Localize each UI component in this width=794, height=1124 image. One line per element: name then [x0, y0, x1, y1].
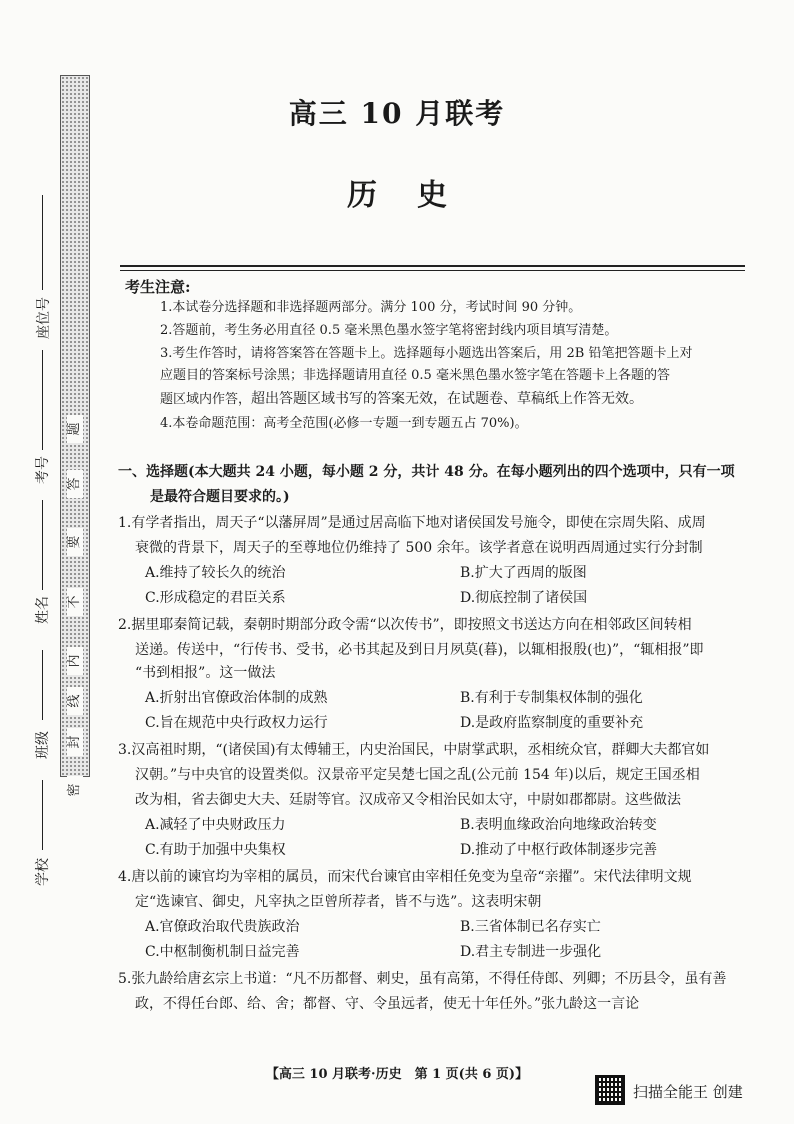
question-stem: 定“选谏官、御史，凡宰执之臣曾所荐者，皆不与选”。这表明宋朝: [135, 894, 542, 910]
option-d: D.君主专制进一步强化: [460, 944, 602, 960]
header-rule: [120, 265, 745, 267]
option-c: C.旨在规范中央行政权力运行: [145, 715, 328, 731]
option-c: C.形成稳定的君臣关系: [145, 590, 286, 606]
option-a: A.减轻了中央财政压力: [145, 817, 286, 833]
exam-number-line: [42, 350, 43, 450]
seat-number-label: 座位号: [36, 297, 52, 339]
question-stem: 政，不得任台郎、给、舍；都督、守、令虽远者，使无十年任外。”张九龄这一言论: [135, 996, 640, 1012]
margin-char: 要: [67, 528, 83, 556]
option-b: B.表明血缘政治向地缘政治转变: [460, 817, 657, 833]
margin-char: 题: [67, 415, 83, 443]
notice-item: [160, 388, 745, 411]
notice-emphasis: 超出答题区域书写的答案无效，在试题卷、草稿纸上作答无效。: [251, 391, 644, 407]
page-footer: 【高三 10 月联考·历史 第 1 页(共 6 页)】: [265, 1067, 529, 1082]
option-d: D.彻底控制了诸侯国: [460, 590, 588, 606]
margin-char: 内: [67, 647, 83, 675]
option-c: C.有助于加强中央集权: [145, 842, 286, 858]
option-d: D.是政府监察制度的重要补充: [460, 715, 644, 731]
question-stem: 1.有学者指出，周天子“以藩屏周”是通过居高临下地对诸侯国发号施令，即使在宗周失陷、成周: [118, 515, 706, 531]
question-stem: 改为相，省去御史大夫、廷尉等官。汉成帝又令相治民如太守，中尉如郡都尉。这些做法: [135, 792, 681, 808]
margin-char: 封: [67, 728, 83, 756]
notice-item-part: 题区域内作答，: [160, 392, 252, 407]
notice-item: 3.考生作答时，请将答案答在答题卡上。选择题每小题选出答案后，用 2B 铅笔把答题卡上对: [160, 346, 693, 361]
school-line: [42, 780, 43, 850]
question-stem: 3.汉高祖时期，“(诸侯国)有太傅辅王，内史治国民，中尉掌武职，丞相统众官，群卿大夫都官如: [118, 742, 710, 758]
section-heading: 一、选择题(本大题共 24 小题，每小题 2 分，共计 48 分。在每小题列出的四个选项中，只有一项: [118, 464, 735, 480]
section-heading-cont: 是最符合题目要求的。): [150, 489, 290, 505]
name-line: [42, 500, 43, 590]
question-stem: 送递。传送中，“行传书、受书，必书其起及到日月夙莫(暮)，以辄相报殷(也)”，“辄相报”即: [135, 642, 704, 658]
margin-char: 线: [67, 687, 83, 715]
option-a: A.维持了较长久的统治: [145, 565, 286, 581]
notice-item: 1.本试卷分选择题和非选择题两部分。满分 100 分，考试时间 90 分钟。: [160, 300, 582, 315]
school-label: 学校: [35, 858, 51, 886]
notice-item: 4.本卷命题范围：高考全范围(必修一专题一到专题五占 70%)。: [160, 416, 528, 431]
question-stem: 衰微的背景下，周天子的至尊地位仍维持了 500 余年。该学者意在说明西周通过实行分封制: [135, 540, 703, 556]
option-a: A.折射出官僚政治体制的成熟: [145, 690, 328, 706]
question-stem: 5.张九龄给唐玄宗上书道：“凡不历都督、刺史，虽有高第，不得任侍郎、列卿；不历县令，虽有善: [118, 971, 727, 987]
question-stem: 汉朝。”与中央官的设置类似。汉景帝平定吴楚七国之乱(公元前 154 年)以后，规定王国丞相: [135, 767, 700, 783]
notice-item: 应题目的答案标号涂黑；非选择题请用直径 0.5 毫米黑色墨水签字笔在答题卡上各题的答: [160, 368, 670, 383]
margin-char: 答: [67, 470, 83, 498]
qr-code-icon: [595, 1075, 625, 1105]
option-b: B.扩大了西周的版图: [460, 565, 587, 581]
notice-item: 2.答题前，考生务必用直径 0.5 毫米黑色墨水签字笔将密封线内项目填写清楚。: [160, 323, 618, 338]
exam-number-label: 考号: [35, 456, 51, 484]
question-stem: 4.唐以前的谏官均为宰相的属员，而宋代台谏官由宰相任免变为皇帝“亲擢”。宋代法律明文规: [118, 869, 692, 885]
option-c: C.中枢制衡机制日益完善: [145, 944, 300, 960]
exam-title: 高三 10 月联考: [288, 97, 506, 130]
question-stem: 2.据里耶秦简记载，秦朝时期部分政令需“以次传书”，即按照文书送达方向在相邻政区间转相: [118, 617, 692, 633]
option-d: D.推动了中枢行政体制逐步完善: [460, 842, 658, 858]
question-stem: “书到相报”。这一做法: [135, 665, 276, 681]
name-label: 姓名: [35, 596, 51, 624]
option-b: B.有利于专制集权体制的强化: [460, 690, 643, 706]
header-rule-thin: [120, 270, 745, 271]
subject-title: 历史: [347, 178, 487, 213]
option-a: A.官僚政治取代贵族政治: [145, 919, 300, 935]
margin-char: 密: [67, 776, 83, 804]
notice-title: 考生注意:: [125, 278, 191, 296]
class-label: 班级: [35, 731, 51, 759]
class-line: [42, 650, 43, 720]
option-b: B.三省体制已名存实亡: [460, 919, 601, 935]
scanner-watermark: 扫描全能王 创建: [633, 1083, 743, 1101]
margin-char: 不: [67, 588, 83, 616]
